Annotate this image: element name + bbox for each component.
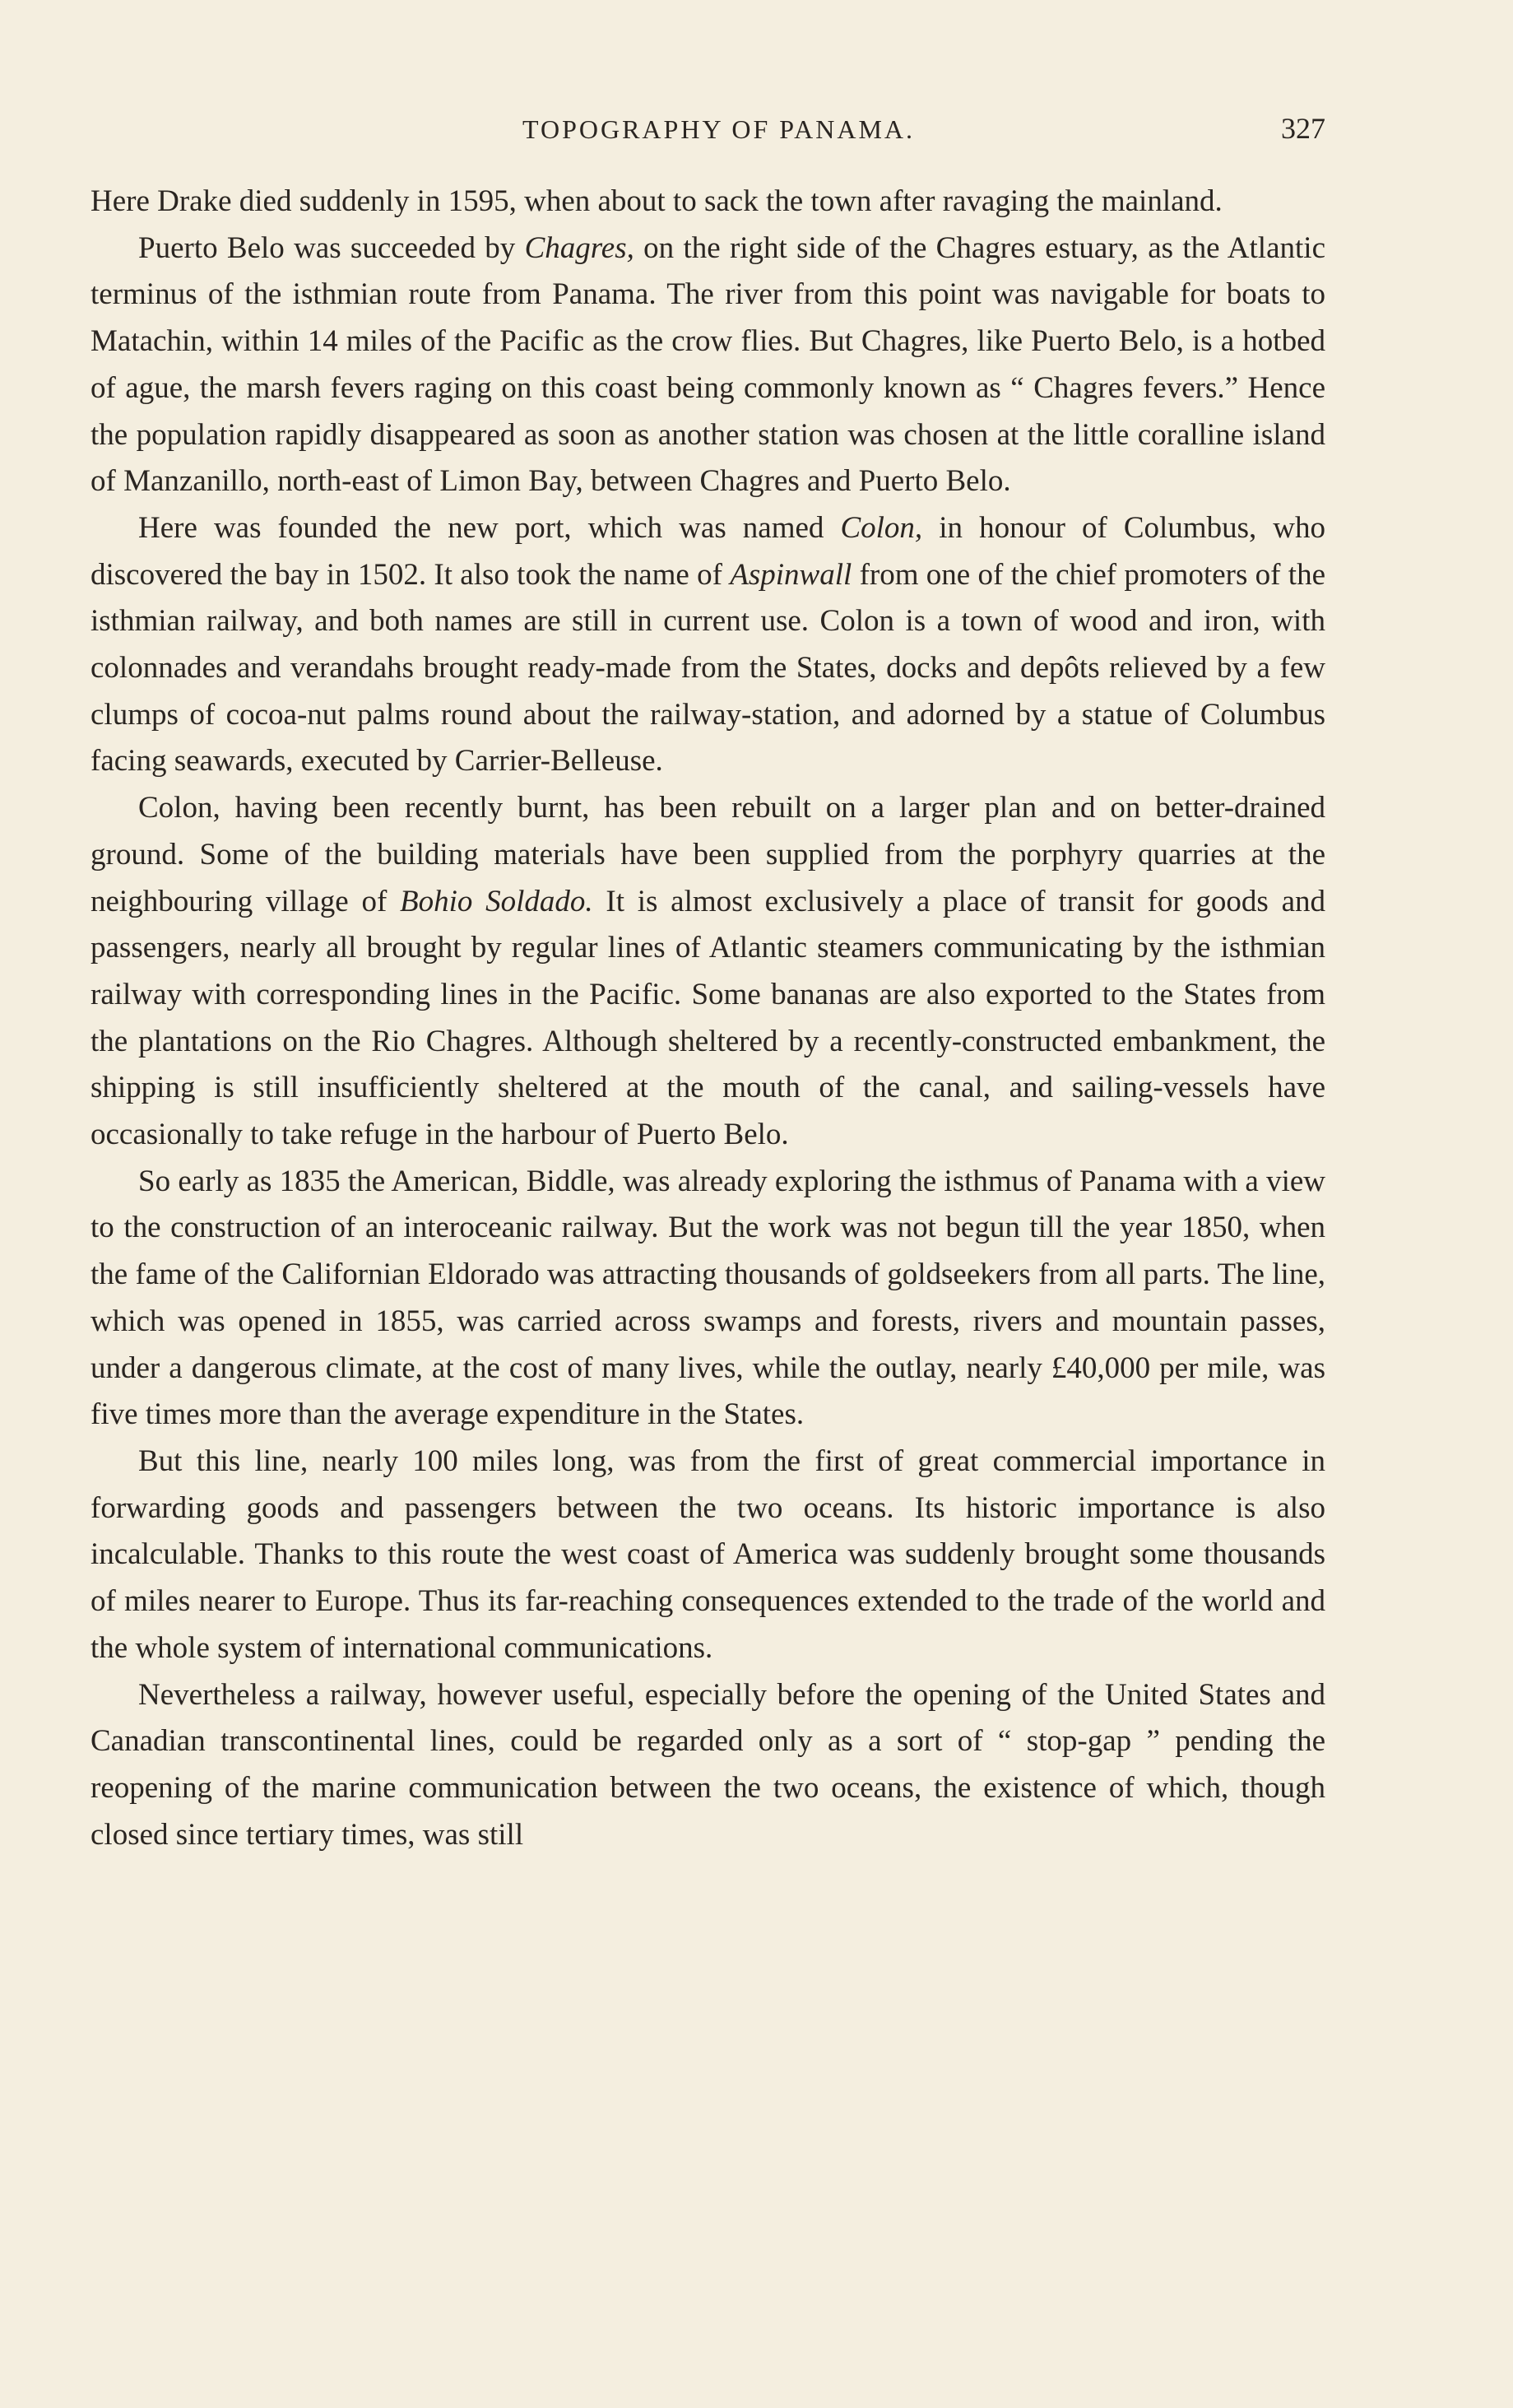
page-number: 327 [1281, 112, 1325, 145]
body-text [91, 179, 1325, 1858]
text-segment: on the right side of the Chagres estuary, as the Atlantic terminus of the isthmian route from Panama. The river from this point was navigable for boats to Matachin, within 14 miles of the Pacific as the crow flies. But Chagres, like Puerto Belo, is a hotbed of ague, the marsh fevers raging on this coast being commonly known as “ Chagres fevers.” Hence the population rapidly disappeared as soon as another station was chosen at the little coralline island of Manzanillo, north-east of Limon Bay, between Chagres and Puerto Belo. [91, 230, 1325, 499]
italic-place-name: Colon, [840, 510, 923, 545]
text-segment: Nevertheless a railway, however useful, especially before the opening of the United States and Canadian transcontinental lines, could be regarded only as a sort of “ stop-gap ” pending the reopening of the marine communication between the two oceans, the existence of which, though closed since tertiary times, was still [91, 1677, 1325, 1852]
paragraph [91, 785, 1325, 1159]
paragraph [91, 1439, 1325, 1672]
text-segment: But this line, nearly 100 miles long, was from the first of great commercial importance in forwarding goods and passengers between the two oceans. Its historic importance is also incalculable. Thanks to this route the west coast of America was suddenly brought some thousands of miles nearer to Europe. Thus its far-reaching consequences extended to the trade of the world and the whole system of international communications. [91, 1443, 1325, 1665]
text-segment: in honour of Columbus, who discovered the bay in 1502. It also took the name of [91, 510, 1325, 592]
paragraph [91, 179, 1325, 225]
text-segment: Puerto Belo was succeeded by [138, 230, 525, 265]
text-segment: Colon, having been recently burnt, has been rebuilt on a larger plan and on better-drained ground. Some of the building materials have been supplied from the porphyry quarries at the neighbouring village of [91, 791, 1325, 918]
text-segment: So early as 1835 the American, Biddle, was already exploring the isthmus of Panama with a view to the construction of an interoceanic railway. But the work was not begun till the year 1850, when the fame of the Californian Eldorado was attracting thousands of goldseekers from all parts. The line, which was opened in 1855, was carried across swamps and forests, rivers and mountain passes, under a dangerous climate, at the cost of many lives, while the outlay, nearly £40,000 per mile, was five times more than the average expenditure in the States. [91, 1164, 1325, 1432]
paragraph [91, 1672, 1325, 1859]
text-segment: Here Drake died suddenly in 1595, when about to sack the town after ravaging the mainland. [91, 184, 1223, 218]
paragraph [91, 225, 1325, 505]
page-header [91, 111, 1325, 160]
italic-place-name: Aspinwall [730, 557, 852, 592]
paragraph [91, 1159, 1325, 1439]
text-segment: It is almost exclusively a place of transit for goods and passengers, nearly all brought by regular lines of Atlantic steamers communicating by the isthmian railway with corresponding lines in the Pacific. Some bananas are also exported to the States from the plantations on the Rio Chagres. Although sheltered by a recently-constructed embankment, the shipping is still insufficiently sheltered at the mouth of the canal, and sailing-vessels have occasionally to take refuge in the harbour of Puerto Belo. [91, 884, 1325, 1152]
text-segment: Here was founded the new port, which was named [138, 510, 841, 545]
paragraph [91, 505, 1325, 785]
text-segment: from one of the chief promoters of the isthmian railway, and both names are still in current use. Colon is a town of wood and iron, with colonnades and verandahs brought ready-made from the States, docks and depôts relieved by a few clumps of cocoa-nut palms round about the railway-station, and adorned by a statue of Columbus facing seawards, executed by Carrier-Belleuse. [91, 557, 1325, 779]
running-title: TOPOGRAPHY OF PANAMA. [522, 114, 916, 144]
italic-place-name: Bohio Soldado. [400, 884, 593, 918]
italic-place-name: Chagres, [524, 230, 634, 265]
